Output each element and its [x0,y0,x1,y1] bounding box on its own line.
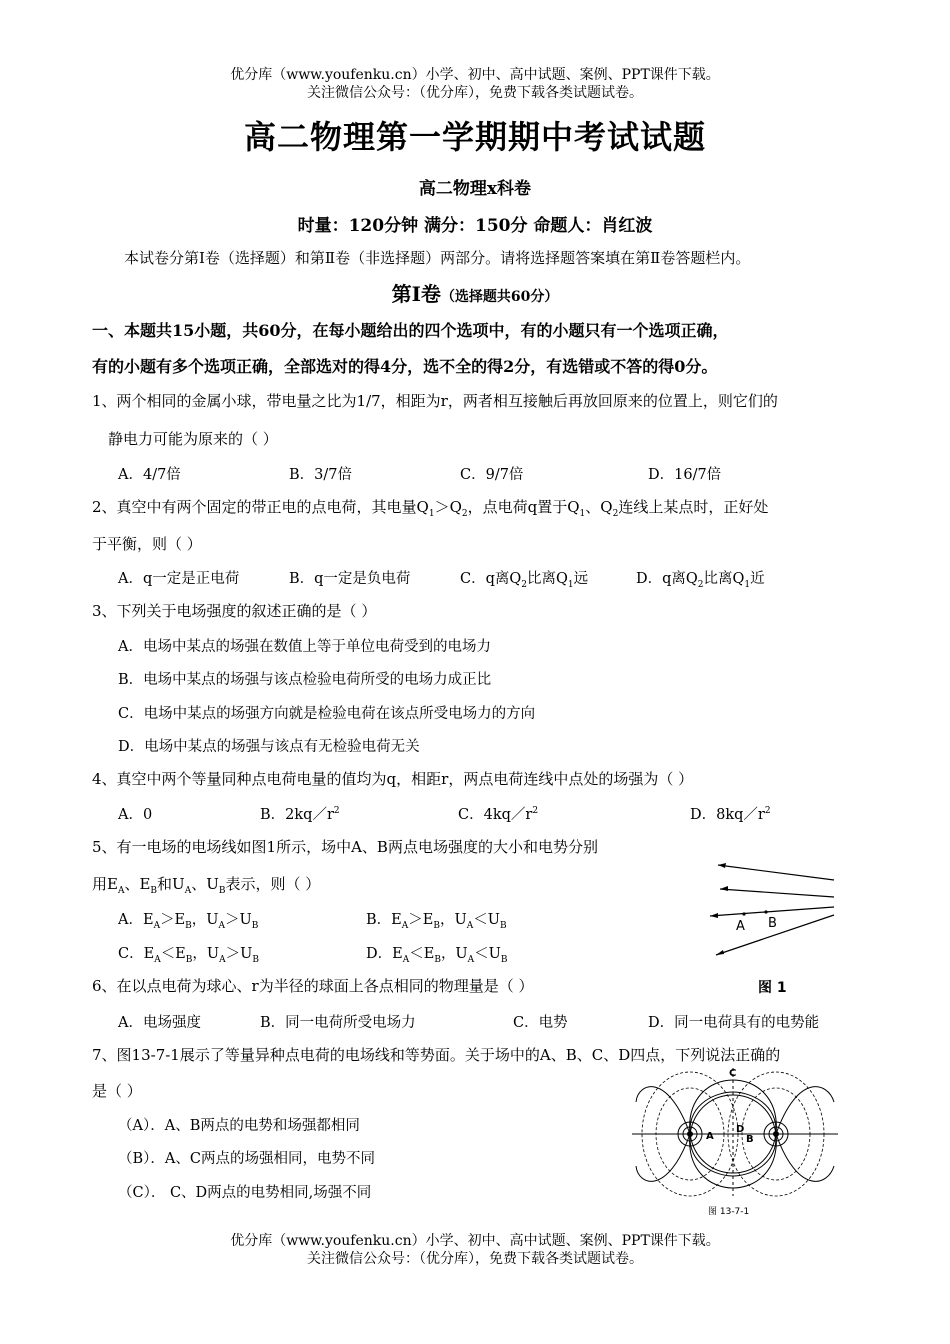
part-label: 第Ⅰ卷 [391,282,441,306]
q2-text-c: ，点电荷q置于Q [467,498,580,516]
q5-stem-line-2 [92,873,320,896]
q4-sup: 2 [333,806,340,817]
footer-line-2: 关注微信公众号：（优分库），免费下载各类试题试卷。 [307,1251,643,1267]
q2-text-b: ＞Q [434,498,462,516]
q2-sub: 1 [744,579,751,590]
q3-option-a: A．电场中某点的场强在数值上等于单位电荷受到的电场力 [118,639,491,655]
part-heading [0,278,950,307]
q7-option-c: （C）． C、D两点的电势相同,场强不同 [118,1185,372,1201]
q2-text-e: 连线上某点时，正好处 [618,498,769,516]
q2-d-text: 近 [750,571,765,587]
q5-sub: A [219,954,226,965]
instructions-line-1: 一、本题共15小题，共60分，在每小题给出的四个选项中，有的小题只有一个选项正确， [92,321,729,340]
figure-1-field-lines [700,855,840,1000]
q7-option-a: （A）．A、B两点的电势和场强都相同 [118,1118,360,1134]
q4-sup: 2 [532,806,539,817]
positive-charge [687,1131,693,1137]
q4-sup: 2 [764,806,771,817]
q3-option-c: C．电场中某点的场强方向就是检验电荷在该点所受电场力的方向 [118,706,536,722]
q5-opt-text: ，U [439,912,467,928]
q5-text: 表示，则（ ） [225,875,321,893]
q6-option-a: A．电场强度 [118,1015,201,1031]
q2-sub: 1 [567,579,574,590]
q2-stem-line-2: 于平衡，则（ ） [92,535,202,553]
field-line [636,1134,690,1181]
q5-sub: A [218,920,226,931]
q1-stem-line-2: 静电力可能为原来的（ ） [108,430,278,448]
footer-line-1: 优分库（www.youfenku.cn）小学、初中、高中试题、案例、PPT课件下载。 [230,1233,720,1249]
q2-d-text: D．q离Q [636,571,698,587]
point-b [764,910,767,913]
q1-option-d: D．16/7倍 [648,467,722,483]
q5-opt-text: ＞U [225,912,252,928]
q5-sub: A [153,920,161,931]
q5-sub: B [252,954,259,965]
label-b: B [768,916,777,931]
figure-1-caption: 图 1 [758,980,787,996]
q4-d-text: D．8kq／r [690,807,765,823]
field-line [636,1087,690,1134]
field-line [718,865,834,880]
exam-meta: 时量：120分钟 满分：150分 命题人：肖红波 [297,216,653,236]
q2-option-a: A．q一定是正电荷 [118,571,240,587]
q3-stem: 3、下列关于电场强度的叙述正确的是（ ） [92,602,377,620]
q6-stem: 6、在以点电荷为球心、r为半径的球面上各点相同的物理量是（ ） [92,977,534,995]
q5-option-d [366,942,508,965]
q5-sub: A [154,954,161,965]
q5-sub: A [184,886,192,896]
subtitle: 高二物理x科卷 [418,179,532,199]
intro-text: 本试卷分第Ⅰ卷（选择题）和第Ⅱ卷（非选择题）两部分。请将选择题答案填在第Ⅱ卷答题栏内。 [124,249,751,267]
q5-opt-text: ＜U [474,946,501,962]
point-a [742,912,745,915]
q5-sub: B [499,920,507,931]
q3-option-d: D．电场中某点的场强与该点有无检验电荷无关 [118,739,420,755]
q5-text: 和U [157,875,185,893]
label-c: C [729,1068,737,1079]
q1-option-a: A．4/7倍 [118,467,181,483]
header-line-1: 优分库（www.youfenku.cn）小学、初中、高中试题、案例、PPT课件下载。 [230,67,720,83]
q2-sub: 2 [697,579,704,590]
q2-option-c [460,567,588,590]
q5-opt-text: ＞U [225,946,253,962]
q1-option-b: B．3/7倍 [289,467,352,483]
q5-opt-text: ，U [192,946,220,962]
q5-sub: B [218,886,226,896]
q2-c-text: 远 [573,571,589,587]
q5-opt-text: ＜U [473,912,500,928]
q5-sub: A [402,954,410,965]
q5-sub: B [185,954,193,965]
q2-sub: 1 [579,509,586,519]
label-a: A [736,919,745,934]
label-b: B [746,1134,754,1145]
q2-sub: 1 [428,509,435,519]
q5-opt-text: ，U [191,912,219,928]
field-line [776,1134,834,1181]
label-a: A [706,1131,714,1142]
part-note: （选择题共60分） [440,289,559,305]
q2-text-d: 、Q [585,498,613,516]
figure-13-7-1-dipole [628,1062,842,1220]
q5-stem-line-1: 5、有一电场的电场线如图1所示，场中A、B两点电场强度的大小和电势分别 [92,838,598,856]
arrowhead [716,950,724,955]
negative-charge [773,1131,779,1137]
q5-text: 、E [124,875,151,893]
q3-option-b: B．电场中某点的场强与该点检验电荷所受的电场力成正比 [118,672,492,688]
q5-option-b [366,908,507,931]
q4-option-a: A．0 [118,807,153,823]
q5-sub: B [434,954,441,965]
q2-option-b: B．q一定是负电荷 [289,571,411,587]
q5-opt-text: ，U [440,946,468,962]
q1-stem-line-1: 1、两个相同的金属小球，带电量之比为1/7，相距为r，两者相互接触后再放回原来的位置上，则它们的 [92,392,778,410]
q1-option-c: C．9/7倍 [460,467,524,483]
q7-stem-line-1: 7、图13-7-1展示了等量异种点电荷的电场线和等势面。关于场中的A、B、C、D四点，下列说法正确的 [92,1046,781,1064]
q5-text: 用E [92,875,118,893]
q4-option-d [690,803,771,824]
field-line [720,889,834,897]
q4-stem: 4、真空中两个等量同种点电荷电量的值均为q，相距r，两点电荷连线中点处的场强为（ ） [92,770,694,788]
q5-sub: B [433,920,440,931]
figure-13-7-1-caption: 图 13-7-1 [708,1207,750,1217]
q4-b-text: B．2kq／r [260,807,334,823]
q5-opt-text: ＞E [160,912,186,928]
q2-c-text: C．q离Q [460,571,522,587]
q7-stem-line-2: 是（ ） [92,1082,142,1100]
q5-sub: B [150,886,158,896]
q6-option-c: C．电势 [513,1015,568,1031]
q4-option-c [458,803,538,824]
q4-option-b [260,803,340,824]
q2-sub: 2 [461,509,468,519]
q5-sub: A [401,920,409,931]
q5-opt-text: ＞E [408,912,434,928]
q2-sub: 2 [521,579,527,590]
q5-option-c [118,942,259,965]
q5-opt-text: B．E [366,912,402,928]
label-d: D [736,1124,745,1135]
q2-c-text: 比离Q [527,571,568,587]
q2-stem-line-1 [92,496,768,519]
q5-sub: A [117,886,125,896]
q2-d-text: 比离Q [703,571,745,587]
q5-opt-text: A．E [118,912,154,928]
arrowhead [718,863,726,868]
q6-option-d: D．同一电荷具有的电势能 [648,1015,820,1031]
page-title: 高二物理第一学期期中考试试题 [243,118,706,156]
q2-option-d [636,567,765,590]
q5-opt-text: ＜E [160,946,186,962]
q5-opt-text: ＜E [409,946,435,962]
q7-option-b: （B）．A、C两点的场强相同，电势不同 [118,1151,375,1167]
q5-sub: B [500,954,508,965]
q5-option-a [118,908,258,931]
header-line-2: 关注微信公众号：（优分库），免费下载各类试题试卷。 [307,85,643,101]
q2-text-a: 2、真空中有两个固定的带正电的点电荷，其电量Q [92,498,429,516]
instructions-line-2: 有的小题有多个选项正确，全部选对的得4分，选不全的得2分，有选错或不答的得0分。 [92,357,718,376]
q5-sub: B [185,920,192,931]
q5-opt-text: C．E [118,946,155,962]
q2-sub: 2 [612,509,619,519]
q4-c-text: C．4kq／r [458,807,533,823]
q5-sub: A [467,954,475,965]
q5-opt-text: D．E [366,946,403,962]
q6-option-b: B．同一电荷所受电场力 [260,1015,416,1031]
field-line [710,907,834,916]
q5-sub: B [251,920,259,931]
q5-text: 、U [191,875,219,893]
q5-sub: A [466,920,474,931]
